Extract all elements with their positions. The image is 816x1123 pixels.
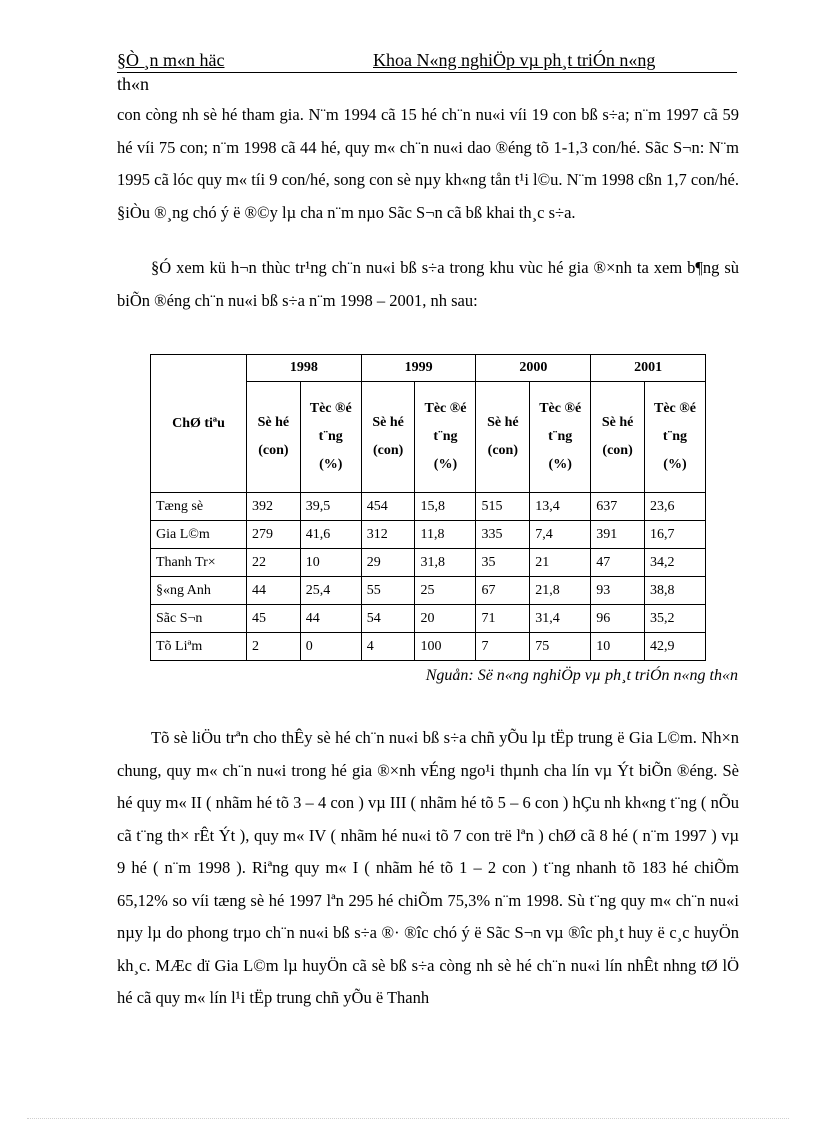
table-cell: 515 <box>476 493 530 521</box>
row-label: Thanh Tr× <box>151 549 247 577</box>
table-cell: 22 <box>247 549 301 577</box>
year-header: 2000 <box>476 355 591 382</box>
table-cell: 96 <box>591 605 645 633</box>
table-cell: 20 <box>415 605 476 633</box>
table-row <box>151 577 706 605</box>
table-cell: 35,2 <box>644 605 705 633</box>
criteria-header: ChØ tiªu <box>151 355 247 493</box>
table-cell: 54 <box>361 605 415 633</box>
row-label: Tõ Liªm <box>151 633 247 661</box>
growth-header: Tèc ®é t¨ng (%) <box>300 382 361 493</box>
dairy-farming-table <box>150 354 706 661</box>
table-cell: 7,4 <box>530 521 591 549</box>
growth-header: Tèc ®é t¨ng (%) <box>415 382 476 493</box>
table-cell: 31,8 <box>415 549 476 577</box>
table-cell: 71 <box>476 605 530 633</box>
table-row <box>151 549 706 577</box>
table-cell: 4 <box>361 633 415 661</box>
table-cell: 25 <box>415 577 476 605</box>
count-header: Sè hé (con) <box>476 382 530 493</box>
count-header: Sè hé (con) <box>361 382 415 493</box>
table-cell: 637 <box>591 493 645 521</box>
table-row <box>151 605 706 633</box>
table-row <box>151 493 706 521</box>
table-cell: 25,4 <box>300 577 361 605</box>
table-cell: 47 <box>591 549 645 577</box>
table-cell: 44 <box>300 605 361 633</box>
table-cell: 10 <box>591 633 645 661</box>
table-cell: 44 <box>247 577 301 605</box>
table-cell: 15,8 <box>415 493 476 521</box>
header-faculty-name: Khoa N«ng nghiÖp vµ ph¸t triÓn n«ng <box>373 50 656 70</box>
paragraph-3: Tõ sè liÖu trªn cho thÊy sè hé ch¨n nu«i bß s÷a chñ yÕu lµ tËp trung ë Gia L©m. Nh×n chung, quy m« ch¨n nu«i trong hé gia ®×nh vÉng ngo¹i thµnh cha lín vµ Ýt biÕn ®éng. Sè hé quy m« II ( nhãm hé tõ 3 – 4 con ) vµ III ( nhãm hé tõ 5 – 6 con ) hÇu nh kh«ng t¨ng ( nÕu cã t¨ng th× rÊt Ýt ), quy m« IV ( nhãm hé nu«i tõ 7 con trë lªn ) chØ cã 8 hé ( n¨m 1997 ) vµ 9 hé ( n¨m 1998 ). Riªng quy m« I ( nhãm hé tõ 1 – 2 con ) t¨ng nhanh tõ 183 hé chiÕm 65,12% so víi tæng sè hé 1997 lªn 295 hé chiÕm 75,3% n¨m 1998. Sù t¨ng quy m« ch¨n nu«i nµy lµ do phong trµo ch¨n nu«i bß s÷a ®· ®îc chó ý ë Sãc S¬n vµ ®îc ph¸t huy ë c¸c huyÖn kh¸c. MÆc dï Gia L©m lµ huyÖn cã sè bß s÷a còng nh sè hé ch¨n nu«i lín nhÊt nhng tØ lÖ hé cã quy m« lín l¹i tËp trung chñ yÕu ë Thanh <box>117 728 739 1007</box>
page-bottom-divider <box>27 1118 789 1119</box>
table-cell: 35 <box>476 549 530 577</box>
table-cell: 0 <box>300 633 361 661</box>
table-cell: 335 <box>476 521 530 549</box>
table-cell: 34,2 <box>644 549 705 577</box>
year-header: 1999 <box>361 355 476 382</box>
table-row <box>151 633 706 661</box>
count-header: Sè hé (con) <box>247 382 301 493</box>
header-course-title: §Ò ¸n m«n häc <box>117 50 225 70</box>
year-header: 1998 <box>247 355 362 382</box>
header-underline <box>117 72 737 73</box>
header-faculty-continuation: th«n <box>117 74 150 94</box>
table-cell: 16,7 <box>644 521 705 549</box>
table-cell: 93 <box>591 577 645 605</box>
table-cell: 21 <box>530 549 591 577</box>
table-cell: 41,6 <box>300 521 361 549</box>
table-cell: 29 <box>361 549 415 577</box>
table-cell: 38,8 <box>644 577 705 605</box>
table-cell: 42,9 <box>644 633 705 661</box>
table-cell: 392 <box>247 493 301 521</box>
row-label: Gia L©m <box>151 521 247 549</box>
table-cell: 279 <box>247 521 301 549</box>
paragraph-1: con còng nh sè hé tham gia. N¨m 1994 cã 15 hé ch¨n nu«i víi 19 con bß s÷a; n¨m 1997 cã 59 hé víi 75 con; n¨m 1998 cã 44 hé, quy m« ch¨n nu«i dao ®éng tõ 1-1,3 con/hé. Sãc S¬n: N¨m 1995 cã lóc quy m« tíi 9 con/hé, song con sè nµy kh«ng tån t¹i l©u. N¨m 1998 cßn 1,7 con/hé. §iÒu ®¸ng chó ý ë ®©y lµ cha n¨m nµo Sãc S¬n cã bß khai th¸c s÷a. <box>117 105 739 222</box>
table-cell: 312 <box>361 521 415 549</box>
table-cell: 7 <box>476 633 530 661</box>
page-header <box>117 50 737 98</box>
table-cell: 23,6 <box>644 493 705 521</box>
table-cell: 75 <box>530 633 591 661</box>
growth-header: Tèc ®é t¨ng (%) <box>530 382 591 493</box>
paragraph-2: §Ó xem kü h¬n thùc tr¹ng ch¨n nu«i bß s÷a trong khu vùc hé gia ®×nh ta xem b¶ng sù biÕn ®éng ch¨n nu«i bß s÷a n¨m 1998 – 2001, nh sau: <box>117 258 739 310</box>
table-cell: 2 <box>247 633 301 661</box>
year-header: 2001 <box>591 355 706 382</box>
table-year-row <box>151 355 706 382</box>
table-cell: 13,4 <box>530 493 591 521</box>
table-cell: 10 <box>300 549 361 577</box>
table-cell: 67 <box>476 577 530 605</box>
row-label: §«ng Anh <box>151 577 247 605</box>
row-label: Tæng sè <box>151 493 247 521</box>
table-source-note: Nguån: Së n«ng nghiÖp vµ ph¸t triÓn n«ng th«n <box>425 667 738 684</box>
table-row <box>151 521 706 549</box>
count-header: Sè hé (con) <box>591 382 645 493</box>
table-cell: 391 <box>591 521 645 549</box>
table-cell: 31,4 <box>530 605 591 633</box>
table-cell: 39,5 <box>300 493 361 521</box>
table-cell: 21,8 <box>530 577 591 605</box>
table-cell: 454 <box>361 493 415 521</box>
growth-header: Tèc ®é t¨ng (%) <box>644 382 705 493</box>
row-label: Sãc S¬n <box>151 605 247 633</box>
table-cell: 11,8 <box>415 521 476 549</box>
table-cell: 55 <box>361 577 415 605</box>
table-cell: 45 <box>247 605 301 633</box>
table-cell: 100 <box>415 633 476 661</box>
